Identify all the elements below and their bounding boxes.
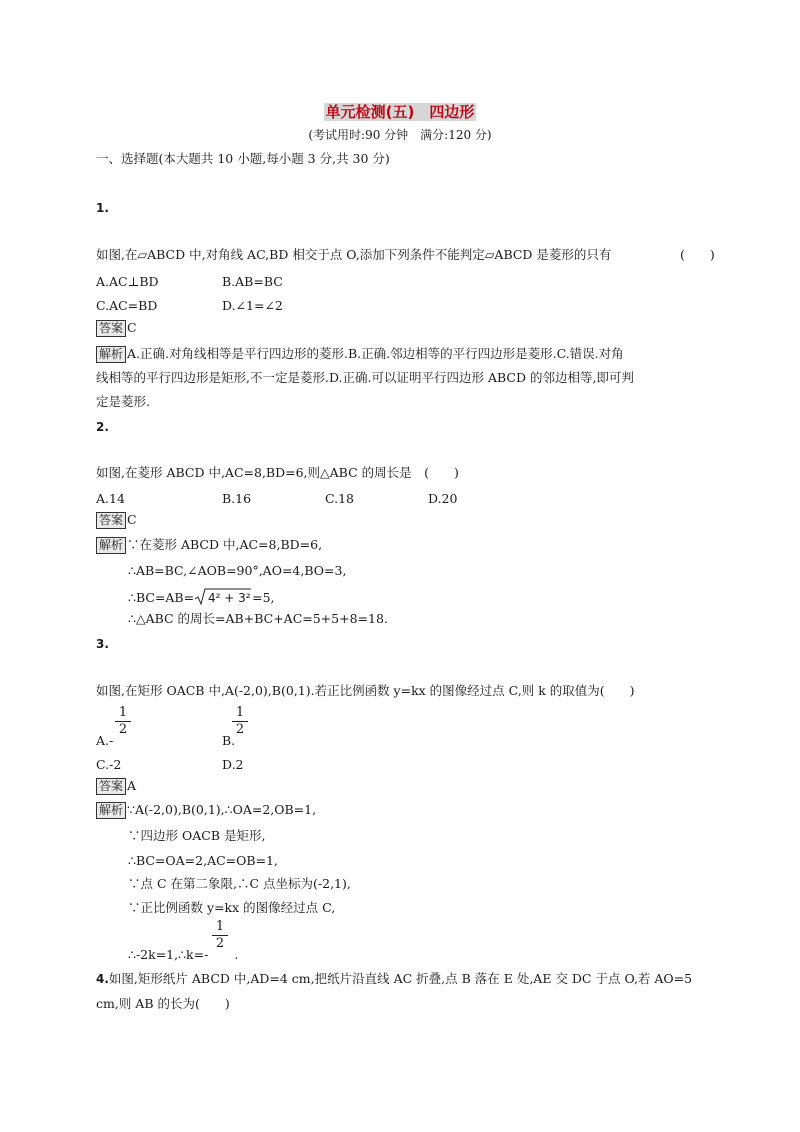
q3-analysis-line-2: ∵四边形 OACB 是矩形, [128, 828, 266, 843]
q2-option-b: B.16 [222, 491, 252, 506]
sqrt-expression [194, 588, 252, 606]
q1-number: 1. [96, 201, 109, 215]
q2-option-d: D.20 [428, 491, 458, 506]
q1-analysis-line-1: 解析 A.正确.对角线相等是平行四边形的菱形.B.正确.邻边相等的平行四边形是菱形.C.错误.对角 [96, 346, 624, 363]
q4-stem-line-2: cm,则 AB 的长为( ) [96, 996, 230, 1011]
q2-analysis-line-2: ∴AB=BC,∠AOB=90°,AO=4,BO=3, [128, 563, 347, 578]
q2-stem: 如图,在菱形 ABCD 中,AC=8,BD=6,则△ABC 的周长是 ( ) [96, 465, 459, 480]
q3-option-a: A.- [96, 733, 114, 748]
q3-analysis-line-4: ∵点 C 在第二象限,∴C 点坐标为(-2,1), [128, 876, 351, 891]
q2-analysis-line-3: ∴BC=AB= 4² + 3² =5, [128, 590, 275, 605]
q3-option-b: B. [222, 733, 236, 748]
q1-option-c: C.AC=BD [96, 298, 158, 313]
q3-option-d: D.2 [222, 757, 244, 772]
q1-answer-value: C [127, 320, 137, 335]
q1-analysis-line-3: 定是菱形. [96, 394, 150, 409]
q3-option-c: C.-2 [96, 757, 122, 772]
q1-paren: ( ) [680, 247, 715, 262]
q1-stem: 如图,在▱ABCD 中,对角线 AC,BD 相交于点 O,添加下列条件不能判定▱ABCD 是菱形的只有 [96, 247, 612, 262]
analysis-label: 解析 [96, 802, 126, 819]
q3-analysis-line-5: ∵正比例函数 y=kx 的图像经过点 C, [128, 900, 336, 915]
q3-analysis-line-1: 解析 ∵A(-2,0),B(0,1),∴OA=2,OB=1, [96, 802, 316, 819]
q1-option-a: A.AC⊥BD [96, 274, 159, 289]
analysis-label: 解析 [96, 346, 126, 363]
q3-option-b-fraction: 1 2 [230, 706, 250, 737]
q2-answer-value: C [127, 512, 137, 527]
exam-info: (考试用时:90 分钟 满分:120 分) [308, 128, 492, 142]
q2-analysis-line-4: ∴△ABC 的周长=AB+BC+AC=5+5+8=18. [128, 611, 388, 626]
analysis-label: 解析 [96, 537, 126, 554]
q3-option-a-fraction: 1 2 [113, 706, 133, 737]
answer-label: 答案 [96, 512, 126, 529]
answer-label: 答案 [96, 778, 126, 795]
q4-stem-line-1: 4.如图,矩形纸片 ABCD 中,AD=4 cm,把纸片沿直线 AC 折叠,点 B 落在 E 处,AE 交 DC 于点 O,若 AO=5 [96, 971, 693, 986]
section-heading: 一、选择题(本大题共 10 小题,每小题 3 分,共 30 分) [96, 151, 390, 166]
page-title: 单元检测(五) 四边形 [325, 103, 475, 121]
q3-answer-value: A [127, 778, 137, 793]
q2-option-a: A.14 [96, 491, 125, 506]
q2-number: 2. [96, 420, 109, 434]
q1-option-d: D.∠1=∠2 [222, 298, 283, 313]
q4-number: 4. [96, 972, 109, 986]
q3-number: 3. [96, 637, 109, 651]
q1-analysis-line-2: 线相等的平行四边形是矩形,不一定是菱形.D.正确.可以证明平行四边形 ABCD 的邻边相等,即可判 [96, 370, 634, 385]
q3-stem: 如图,在矩形 OACB 中,A(-2,0),B(0,1).若正比例函数 y=kx 的图像经过点 C,则 k 的取值为( ) [96, 683, 635, 698]
svg-text:4² + 3²: 4² + 3² [208, 591, 251, 605]
q2-answer [96, 512, 137, 529]
q1-option-b: B.AB=BC [222, 274, 283, 289]
radical-sign [194, 588, 252, 606]
q1-answer [96, 320, 137, 337]
q3-answer [96, 778, 136, 795]
q3-analysis-line-3: ∴BC=OA=2,AC=OB=1, [128, 853, 278, 868]
q3-analysis-line-6: ∴-2k=1,∴k=- . [128, 947, 239, 962]
q2-analysis-line-1: 解析 ∵在菱形 ABCD 中,AC=8,BD=6, [96, 537, 322, 554]
q3-analysis-fraction: 1 2 [210, 920, 230, 951]
q2-option-c: C.18 [325, 491, 354, 506]
answer-label: 答案 [96, 320, 126, 337]
